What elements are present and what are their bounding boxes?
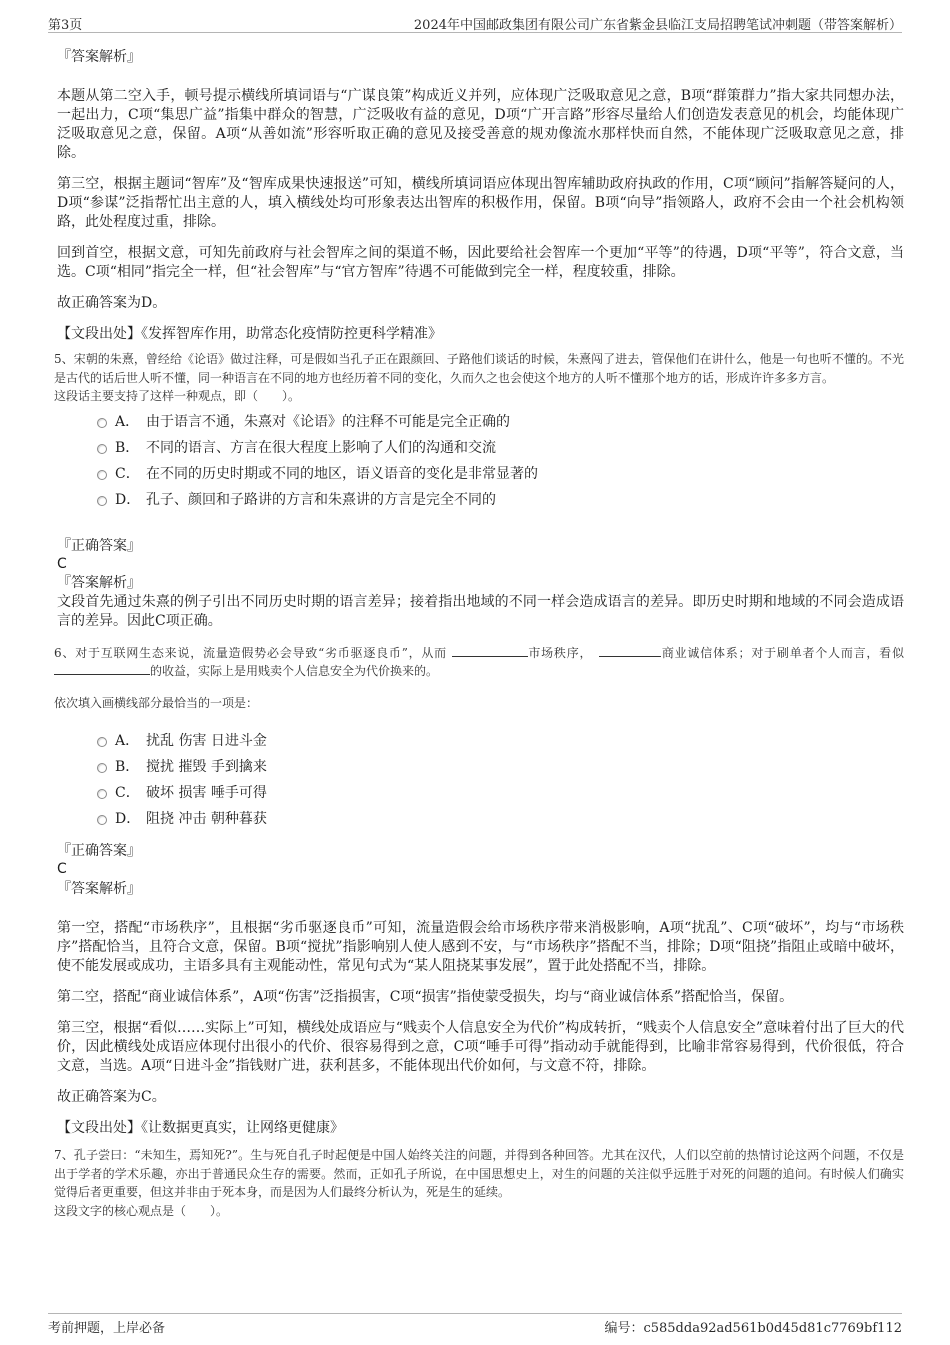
analysis-paragraph: 第三空，根据主题词“智库”及“智库成果快速报送”可知，横线所填词语应体现出智库辅助政府执政的作用，C项“顾问”指解答疑问的人，D项“参谋”泛指帮忙出主意的人，填入横线处均可形象表达出智库的积极作用，保留。B项“向导”指领路人，政府不会由一个社会机构领路，此处程度过重，排除。 [57,176,904,230]
document-body [54,40,904,1220]
source-title: 《发挥智库作用，助常态化疫情防控更科学精准》 [141,326,442,342]
option-a[interactable]: A． 扰乱 伤害 日进斗金 [57,728,904,754]
question-5-prompt: 这段话主要支持了这样一种观点，即（ ）。 [54,389,301,403]
radio-button[interactable] [97,737,107,747]
analysis-paragraph: 文段首先通过朱熹的例子引出不同历史时期的语言差异；接着指出地域的不同一样会造成语言的差异。即历史时期和地域的不同会造成语言的差异。因此C项正确。 [57,593,904,629]
question-7-prompt: 这段文字的核心观点是（ ）。 [54,1203,229,1218]
option-b[interactable]: B． 不同的语言、方言在很大程度上影响了人们的沟通和交流 [57,435,904,461]
fill-blank [54,662,150,675]
source-label: 【文段出处】 [57,1120,141,1136]
analysis-paragraph: 第二空，搭配“商业诚信体系”，A项“伤害”泛指损害，C项“损害”指使蒙受损失，均与“商业诚信体系”搭配恰当，保留。 [57,989,794,1005]
question-6-options [57,728,904,832]
analysis-label: 『答案解析』 [57,881,141,897]
document-id: 编号：c585dda92ad561b0d45d81c7769bf112 [604,1321,902,1336]
radio-button[interactable] [97,763,107,773]
question-6-prompt: 依次填入画横线部分最恰当的一项是： [54,695,259,710]
analysis-label: 『答案解析』 [57,49,141,65]
source-title: 《让数据更真实，让网络更健康》 [141,1120,344,1136]
analysis-paragraph: 第三空，根据“看似……实际上”可知，横线处成语应与“贱卖个人信息安全为代价”构成转折，“贱卖个人信息安全”意味着付出了巨大的代价，因此横线处成语应体现付出很小的代价、很容易得到之意，C项“唾手可得”指动动手就能得到，比喻非常容易得到，代价很低，符合文意，当选。A项“日进斗金”指钱财广进，获利甚多，不能体现出代价如何，与文意不符，排除。 [57,1020,904,1074]
option-d[interactable]: D． 孔子、颜回和子路讲的方言和朱熹讲的方言是完全不同的 [57,487,904,513]
analysis-conclusion: 故正确答案为D。 [57,295,167,311]
analysis-paragraph: 第一空，搭配“市场秩序”，且根据“劣币驱逐良币”可知，流量造假会给市场秩序带来消极影响，A项“扰乱”、C项“破坏”，均与“市场秩序”搭配恰当，且符合文意，保留。B项“搅扰”指影响别人使人感到不安，与“市场秩序”搭配不当，排除；D项“阻挠”指阻止或暗中破坏，使不能发展或成功，主语多具有主观能动性，常见句式为“某人阻挠某事发展”，置于此处搭配不当，排除。 [57,920,904,974]
radio-button[interactable] [97,789,107,799]
correct-answer-label: 『正确答案』 [57,537,141,554]
question-5-stem: 5、宋朝的朱熹，曾经给《论语》做过注释，可是假如当孔子正在跟颜回、子路他们谈话的时候，朱熹闯了进去，管保他们在讲什么，他是一句也听不懂的。不光是古代的话后世人听不懂，同一种语言在不同的地方也经历着不同的变化，久而久之也会使这个地方的人听不懂那个地方的话，形成许许多多方言。 [54,352,904,385]
question-5-options [57,409,904,513]
radio-button[interactable] [97,815,107,825]
correct-answer: C [57,555,67,572]
option-d[interactable]: D． 阻挠 冲击 朝种暮获 [57,806,904,832]
question-6-stem: 6、对于互联网生态来说，流量造假势必会导致“劣币驱逐良币”，从而 市场秩序， 商业诚信体系；对于刷单者个人而言，看似 的收益，实际上是用贱卖个人信息安全为代价换来的。 [54,645,904,678]
option-a[interactable]: A． 由于语言不通，朱熹对《论语》的注释不可能是完全正确的 [57,409,904,435]
analysis-paragraph: 回到首空，根据文意，可知先前政府与社会智库之间的渠道不畅，因此要给社会智库一个更加“平等”的待遇，D项“平等”，符合文意，当选。C项“相同”指完全一样，但“社会智库”与“官方智库”待遇不可能做到完全一样，程度较重，排除。 [57,245,904,280]
radio-button[interactable] [97,496,107,506]
question-7-stem: 7、孔子尝曰：“未知生，焉知死?”。生与死自孔子时起便是中国人始终关注的问题，并得到各种回答。尤其在汉代，人们以空前的热情讨论这两个问题，不仅是出于学者的学术乐趣，亦出于普通民众生存的需要。然而，正如孔子所说，在中国思想史上，对生的问题的关注似乎远胜于对死的问题的追问。有时候人们确实觉得后者更重要，但这并非由于死本身，而是因为人们最终分析认为，死是生的延续。 [54,1148,904,1199]
analysis-conclusion: 故正确答案为C。 [57,1089,166,1105]
fill-blank [599,644,661,657]
radio-button[interactable] [97,418,107,428]
page-header [48,12,902,33]
option-b[interactable]: B． 搅扰 摧毁 手到擒来 [57,754,904,780]
correct-answer-label: 『正确答案』 [57,843,141,859]
page-footer [48,1313,902,1336]
analysis-label: 『答案解析』 [57,574,141,591]
fill-blank [452,644,528,657]
option-c[interactable]: C． 在不同的历史时期或不同的地区，语义语音的变化是非常显著的 [57,461,904,487]
page-number: 第3页 [48,18,83,33]
analysis-paragraph: 本题从第二空入手，顿号提示横线所填词语与“广谋良策”构成近义并列，应体现广泛吸取意见之意，B项“群策群力”指大家共同想办法，一起出力，C项“集思广益”指集中群众的智慧，广泛吸收有益的意见，D项“广开言路”形容尽量给人们创造发表意见的机会，均能体现广泛吸取意见之意，保留。A项“从善如流”形容听取正确的意见及接受善意的规劝像流水那样快而自然，不能体现广泛吸取意见之意，排除。 [57,88,904,161]
correct-answer: C [57,861,67,877]
radio-button[interactable] [97,470,107,480]
footer-slogan: 考前押题，上岸必备 [48,1321,166,1336]
radio-button[interactable] [97,444,107,454]
source-label: 【文段出处】 [57,326,141,342]
option-c[interactable]: C． 破坏 损害 唾手可得 [57,780,904,806]
source-line [57,325,904,344]
document-title: 2024年中国邮政集团有限公司广东省紫金县临江支局招聘笔试冲刺题（带答案解析） [413,18,902,33]
source-line [57,1119,904,1138]
